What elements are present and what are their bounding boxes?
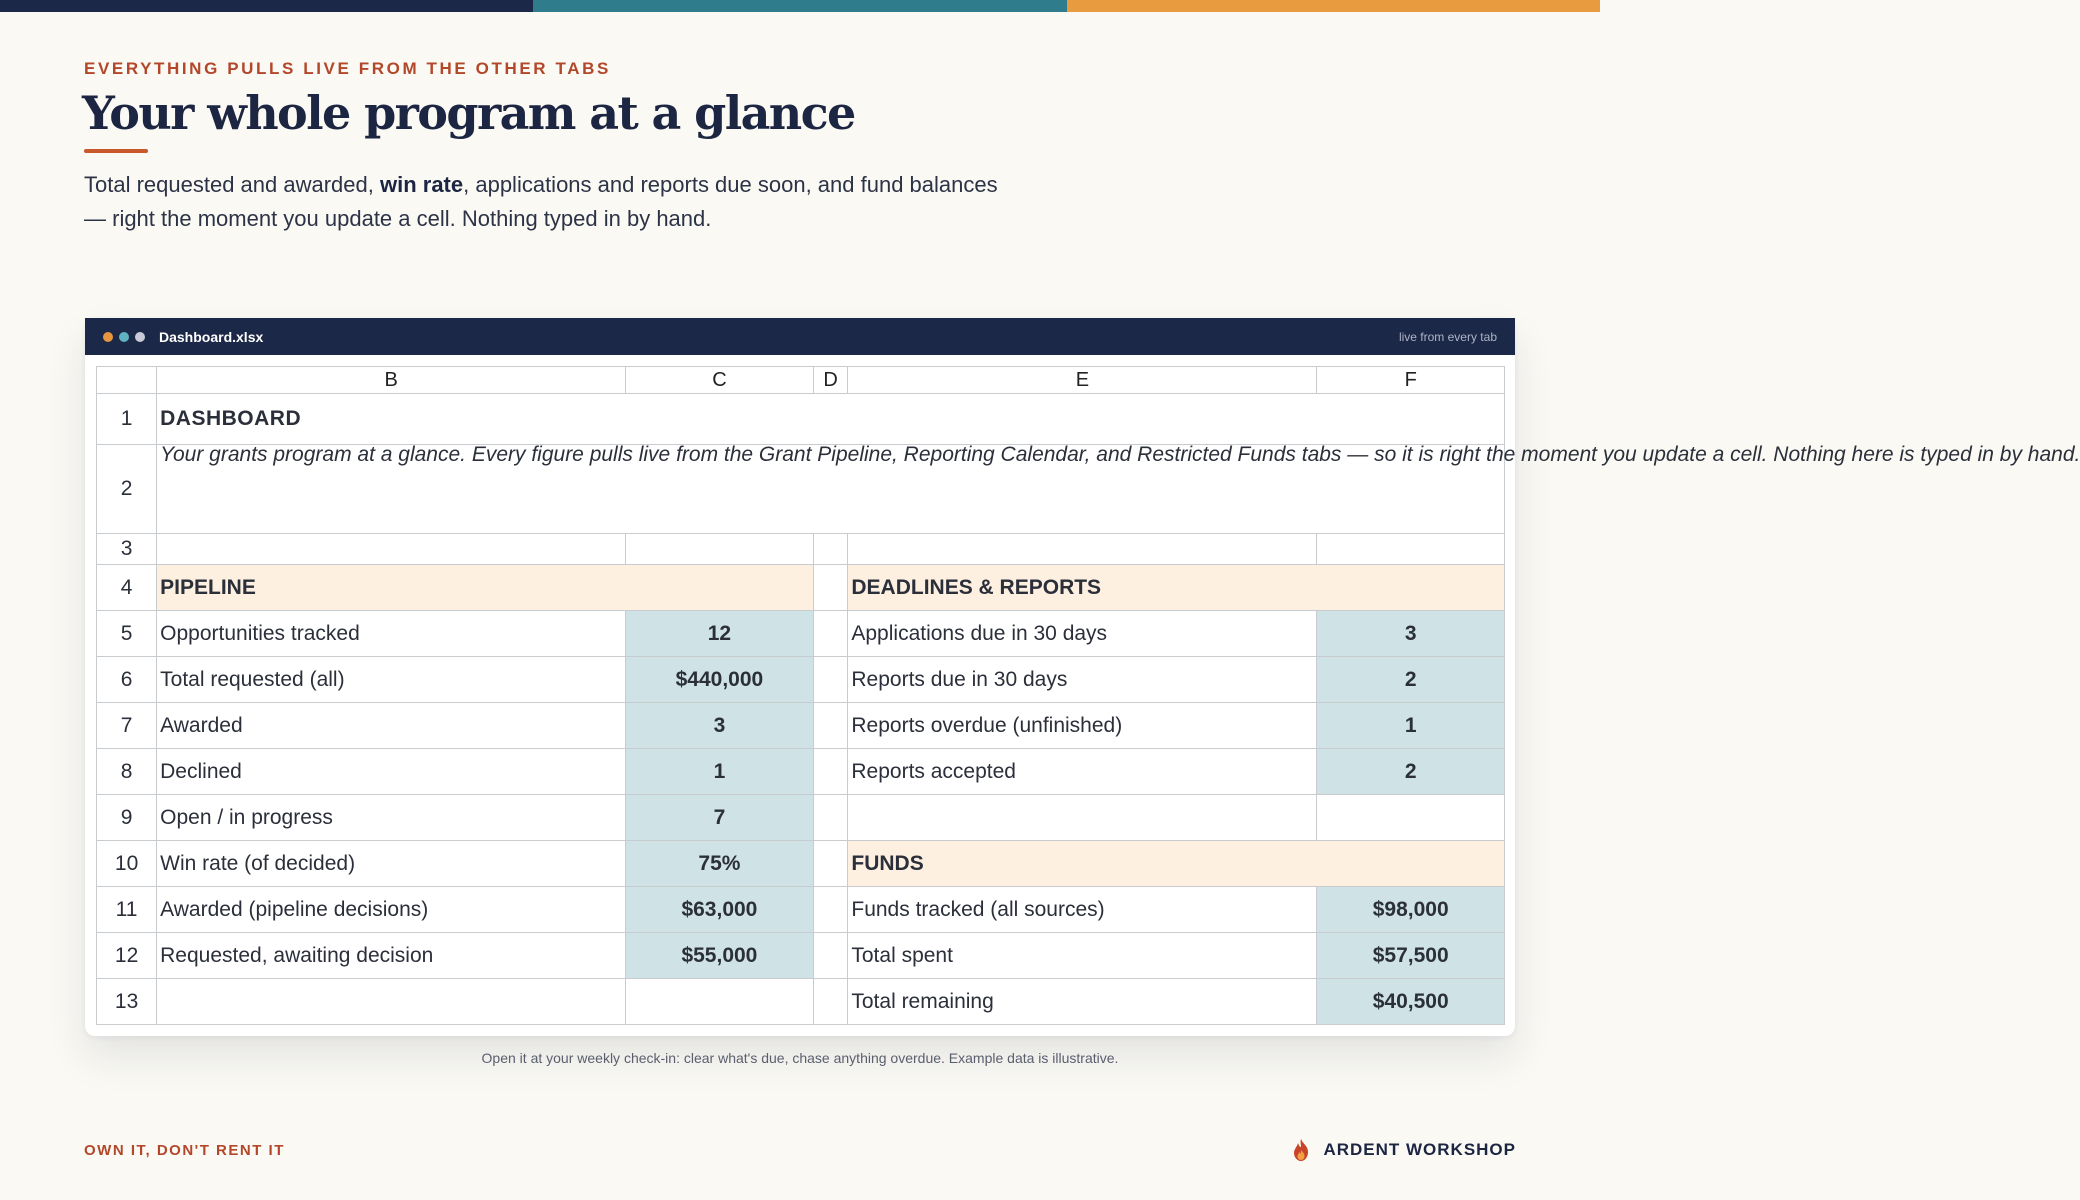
row-number[interactable]: 2 <box>97 445 157 534</box>
funds-label-cell[interactable]: Total remaining <box>848 979 1317 1025</box>
row-number[interactable]: 11 <box>97 887 157 933</box>
column-header-f[interactable]: F <box>1317 367 1505 394</box>
pipeline-value-cell[interactable]: 75% <box>626 841 814 887</box>
empty-cell[interactable] <box>157 534 626 565</box>
pipeline-value-cell[interactable]: 1 <box>626 749 814 795</box>
pipeline-value-cell[interactable]: 12 <box>626 611 814 657</box>
intro-text-start: Total requested and awarded, <box>84 172 380 197</box>
page-title: Your whole program at a glance <box>82 86 855 140</box>
intro-text-end: , applications and reports due soon, and fund balances — right the moment you update a cell. Nothing typed in by hand. <box>84 172 998 231</box>
pipeline-label-cell[interactable]: Opportunities tracked <box>157 611 626 657</box>
funds-label-cell[interactable]: Funds tracked (all sources) <box>848 887 1317 933</box>
row-number[interactable]: 13 <box>97 979 157 1025</box>
caption-text: Open it at your weekly check-in: clear what's due, chase anything overdue. Example data is illustrative. <box>481 1050 1119 1066</box>
eyebrow-text: EVERYTHING PULLS LIVE FROM THE OTHER TABS <box>84 59 611 78</box>
pipeline-label-cell[interactable]: Awarded <box>157 703 626 749</box>
funds-value-cell[interactable]: $98,000 <box>1317 887 1505 933</box>
window-dot-grey <box>135 332 145 342</box>
empty-cell[interactable] <box>813 657 848 703</box>
empty-cell[interactable] <box>813 534 848 565</box>
row-number[interactable]: 5 <box>97 611 157 657</box>
top-bar-navy-segment <box>0 0 533 12</box>
pipeline-value-cell[interactable]: 3 <box>626 703 814 749</box>
window-dot-orange <box>103 332 113 342</box>
intro-paragraph <box>84 168 1024 236</box>
pipeline-label-cell[interactable]: Win rate (of decided) <box>157 841 626 887</box>
deadlines-label-cell[interactable]: Reports due in 30 days <box>848 657 1317 703</box>
corner-cell[interactable] <box>97 367 157 394</box>
empty-cell[interactable] <box>813 749 848 795</box>
deadlines-label-cell[interactable]: Applications due in 30 days <box>848 611 1317 657</box>
dashboard-subtitle-cell[interactable]: Your grants program at a glance. Every figure pulls live from the Grant Pipeline, Reporting Calendar, and Restricted Funds tabs — so it is right the moment you update a cell. Nothing here is typed in by hand. <box>157 445 1505 534</box>
empty-cell[interactable] <box>848 795 1317 841</box>
pipeline-heading-cell[interactable]: PIPELINE <box>157 565 814 611</box>
spreadsheet-window <box>85 318 2080 1036</box>
empty-cell[interactable] <box>1317 795 1505 841</box>
deadlines-value-cell[interactable]: 1 <box>1317 703 1505 749</box>
empty-cell[interactable] <box>157 979 626 1025</box>
column-header-b[interactable]: B <box>157 367 626 394</box>
intro-text-bold: win rate <box>379 172 464 197</box>
funds-label-cell[interactable]: Total spent <box>848 933 1317 979</box>
file-name: Dashboard.xlsx <box>159 328 264 345</box>
empty-cell[interactable] <box>813 703 848 749</box>
empty-cell[interactable] <box>626 534 814 565</box>
dashboard-title-cell[interactable]: DASHBOARD <box>157 394 1505 445</box>
empty-cell[interactable] <box>813 887 848 933</box>
window-titlebar <box>85 318 1515 355</box>
row-number[interactable]: 6 <box>97 657 157 703</box>
row-number[interactable]: 3 <box>97 534 157 565</box>
deadlines-value-cell[interactable]: 2 <box>1317 657 1505 703</box>
row-number[interactable]: 10 <box>97 841 157 887</box>
brand-name: ARDENT WORKSHOP <box>1323 1140 1516 1159</box>
deadlines-label-cell[interactable]: Reports accepted <box>848 749 1317 795</box>
column-header-d[interactable]: D <box>813 367 848 394</box>
pipeline-value-cell[interactable]: $55,000 <box>626 933 814 979</box>
empty-cell[interactable] <box>813 611 848 657</box>
pipeline-value-cell[interactable]: $63,000 <box>626 887 814 933</box>
pipeline-label-cell[interactable]: Requested, awaiting decision <box>157 933 626 979</box>
deadlines-value-cell[interactable]: 3 <box>1317 611 1505 657</box>
empty-cell[interactable] <box>813 979 848 1025</box>
funds-value-cell[interactable]: $40,500 <box>1317 979 1505 1025</box>
empty-cell[interactable] <box>813 565 848 611</box>
deadlines-heading-cell[interactable]: DEADLINES & REPORTS <box>848 565 1505 611</box>
deadlines-value-cell[interactable]: 2 <box>1317 749 1505 795</box>
pipeline-value-cell[interactable]: $440,000 <box>626 657 814 703</box>
footer-tagline: OWN IT, DON'T RENT IT <box>84 1142 285 1159</box>
row-number[interactable]: 8 <box>97 749 157 795</box>
deadlines-label-cell[interactable]: Reports overdue (unfinished) <box>848 703 1317 749</box>
row-number[interactable]: 9 <box>97 795 157 841</box>
funds-value-cell[interactable]: $57,500 <box>1317 933 1505 979</box>
column-header-e[interactable]: E <box>848 367 1317 394</box>
flame-icon <box>1291 1138 1311 1162</box>
empty-cell[interactable] <box>813 795 848 841</box>
pipeline-label-cell[interactable]: Total requested (all) <box>157 657 626 703</box>
top-bar-orange-segment <box>1067 0 1600 12</box>
row-number[interactable]: 1 <box>97 394 157 445</box>
window-dot-teal <box>119 332 129 342</box>
empty-cell[interactable] <box>1317 534 1505 565</box>
empty-cell[interactable] <box>813 933 848 979</box>
top-color-bar <box>0 0 1600 12</box>
column-header-c[interactable]: C <box>626 367 814 394</box>
empty-cell[interactable] <box>848 534 1317 565</box>
footer-brand <box>1291 1138 1516 1162</box>
pipeline-label-cell[interactable]: Open / in progress <box>157 795 626 841</box>
pipeline-label-cell[interactable]: Declined <box>157 749 626 795</box>
empty-cell[interactable] <box>813 841 848 887</box>
row-number[interactable]: 7 <box>97 703 157 749</box>
row-number[interactable]: 4 <box>97 565 157 611</box>
dashboard-sheet <box>96 366 2080 1025</box>
title-underline <box>84 149 148 153</box>
funds-heading-cell[interactable]: FUNDS <box>848 841 1505 887</box>
live-status: live from every tab <box>1398 329 1497 344</box>
row-number[interactable]: 12 <box>97 933 157 979</box>
empty-cell[interactable] <box>626 979 814 1025</box>
pipeline-label-cell[interactable]: Awarded (pipeline decisions) <box>157 887 626 933</box>
pipeline-value-cell[interactable]: 7 <box>626 795 814 841</box>
top-bar-teal-segment <box>533 0 1066 12</box>
